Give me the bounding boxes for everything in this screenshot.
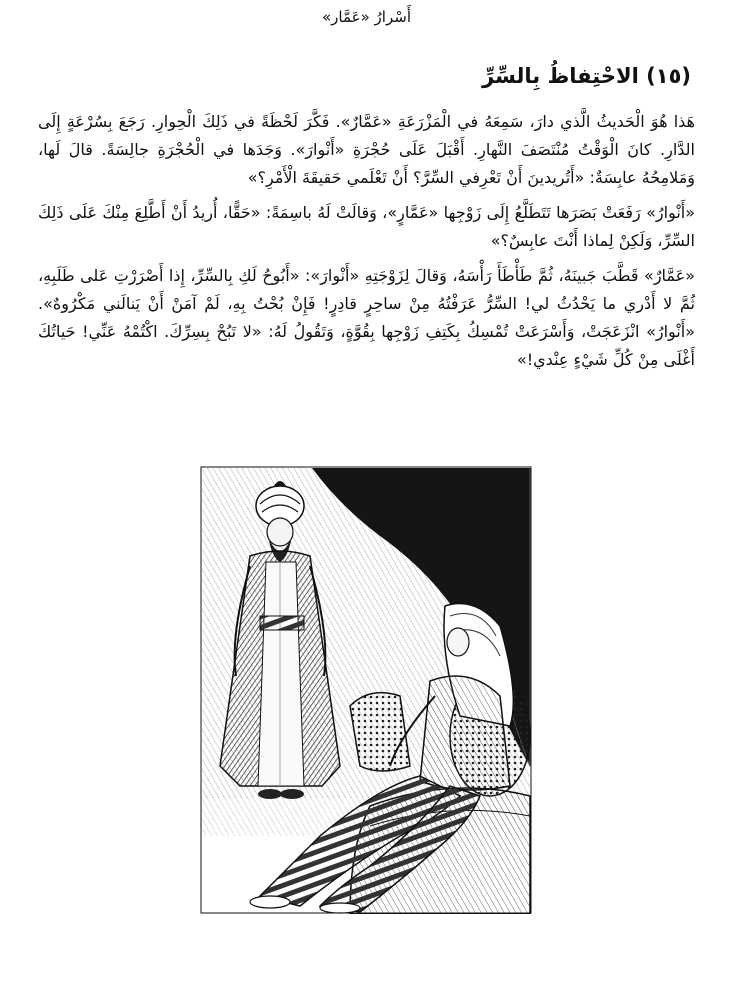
engraving-man-and-woman-illustration [200,466,532,914]
paragraph-2: «أَنْوارُ» رَفَعَتْ بَصَرَها تَتَطَلَّعُ إِلَى زَوْجِها «عَمَّارٍ»، وَقالَتْ لَهُ باسِمَةً: «حَقًّا، أُريدُ أَنْ أَطَّلِعَ مِنْكَ عَلَى ذَلِكَ السِّرِّ، وَلَكِنْ لِماذا أَنْتَ عابِسٌ؟» [38,203,695,250]
paragraph-3: «عَمَّارٌ» قَطَّبَ جَبينَهُ، ثُمَّ طَأْطَأَ رَأْسَهُ، وَقالَ لِزَوْجَتِهِ «أَنْوارَ»: «أَبُوحُ لَكِ بِالسِّرِّ، إِذا أَصْرَرْتِ عَلى طَلَبِهِ، ثُمَّ لا أَدْري ما يَحْدُثُ لي! السِّرُّ عَرَفْتُهُ مِنْ ساحِرٍ قادِرٍ! فَإِنْ بُحْتُ بِهِ، لَمْ آمَنْ أَنْ يَنالَني مَكْرُوهٌ». «أَنْوارُ» انْزَعَجَتْ، وَأَسْرَعَتْ تُمْسِكُ بِكَتِفِ زَوْجِها بِقُوَّةٍ، وَتَقُولُ لَهُ: «لا تَبُحْ بِسِرِّكَ. اكْتُمْهُ عَنِّي! حَياتُكَ أَغْلَى مِنْ كُلِّ شَيْءٍ عِنْدي!» [38,266,695,369]
running-title: أَسْرارُ «عَمَّار» [322,8,411,26]
paragraph-1: هَذا هُوَ الْحَديثُ الَّذي دارَ، سَمِعَهُ في الْمَزْرَعَةِ «عَمَّارٌ». فَكَّرَ لَحْظَةً في ذَلِكَ الْحِوارِ. رَجَعَ بِسُرْعَةٍ إِلَى الدَّارِ. كانَ الْوَقْتُ مُنْتَصَفَ النَّهارِ. أَقْبَلَ عَلَى حُجْرَةِ «أَنْوارَ». وَجَدَها في الْحُجْرَةِ جالِسَةً. قالَ لَها، وَمَلامِحُهُ عابِسَةٌ: «أَتُريدينَ أَنْ تَعْرِفي السِّرَّ؟ أَنْ تَعْلَمي حَقيقَةَ الْأَمْرِ؟» [38,112,695,187]
chapter-title: (١٥) الاحْتِفاظُ بِالسِّرِّ [482,64,691,88]
story-illustration [200,466,532,914]
story-text [38,108,695,381]
